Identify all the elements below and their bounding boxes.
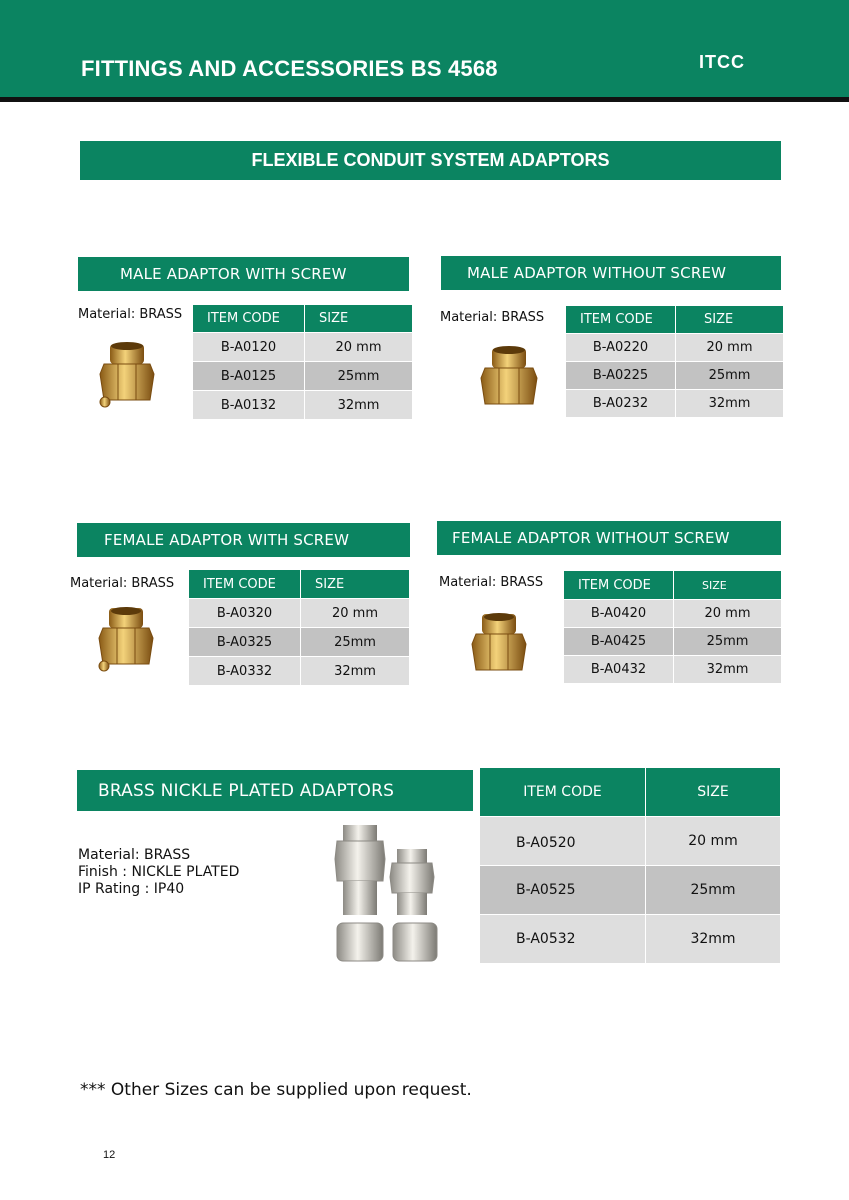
item-code: B-A0220 [566, 334, 676, 362]
section-title-nickel-plated: BRASS NICKLE PLATED ADAPTORS [77, 770, 473, 811]
item-code: B-A0425 [564, 628, 674, 656]
table-row [189, 628, 410, 657]
item-size: 25mm [674, 628, 782, 656]
page-number: 12 [103, 1149, 116, 1161]
female-adaptor-image [471, 612, 527, 678]
item-table-female-with-screw [188, 569, 410, 686]
table-row [193, 333, 413, 362]
item-code: B-A0225 [566, 362, 676, 390]
material-label: Material: BRASS [439, 575, 544, 590]
table-row [566, 362, 784, 390]
item-size: 25mm [676, 362, 784, 390]
table-row [193, 391, 413, 420]
item-code: B-A0420 [564, 600, 674, 628]
item-code: B-A0532 [480, 915, 646, 964]
item-size: 20 mm [676, 334, 784, 362]
table-row [566, 390, 784, 418]
page-title: FITTINGS AND ACCESSORIES BS 4568 [81, 56, 498, 81]
item-code: B-A0525 [480, 866, 646, 915]
column-header-size: SIZE [305, 305, 413, 333]
brand-logo: ITCC [699, 52, 745, 72]
item-size: 20 mm [646, 817, 781, 866]
item-code: B-A0120 [193, 333, 305, 362]
column-header-item-code: ITEM CODE [193, 305, 305, 333]
table-row [189, 657, 410, 686]
material-label: Material: BRASS [70, 576, 175, 591]
page-header [0, 0, 849, 97]
item-code: B-A0432 [564, 656, 674, 684]
section-title-female-with-screw: FEMALE ADAPTOR WITH SCREW [77, 523, 410, 557]
male-adaptor-screw-image [98, 340, 156, 410]
item-size: 25mm [305, 362, 413, 391]
section-banner: FLEXIBLE CONDUIT SYSTEM ADAPTORS [80, 141, 781, 180]
item-code: B-A0332 [189, 657, 301, 686]
item-size: 20 mm [305, 333, 413, 362]
item-size: 20 mm [301, 599, 410, 628]
item-size: 32mm [674, 656, 782, 684]
table-row [564, 600, 782, 628]
item-table-female-without-screw [563, 570, 782, 684]
section-title-male-without-screw: MALE ADAPTOR WITHOUT SCREW [441, 256, 781, 290]
item-table-male-with-screw [192, 304, 413, 420]
female-adaptor-screw-image [98, 606, 154, 674]
column-header-item-code: ITEM CODE [566, 306, 676, 334]
material-label: Material: BRASS [440, 310, 545, 325]
table-row [193, 362, 413, 391]
item-code: B-A0232 [566, 390, 676, 418]
item-size: 32mm [676, 390, 784, 418]
finish-line: Finish : NICKLE PLATED [78, 864, 240, 880]
column-header-item-code: ITEM CODE [189, 570, 301, 599]
column-header-item-code: ITEM CODE [480, 768, 646, 817]
table-row [566, 334, 784, 362]
item-size: 32mm [305, 391, 413, 420]
column-header-size: SIZE [301, 570, 410, 599]
section-title-female-without-screw: FEMALE ADAPTOR WITHOUT SCREW [437, 521, 781, 555]
item-code: B-A0320 [189, 599, 301, 628]
item-size: 25mm [646, 866, 781, 915]
column-header-item-code: ITEM CODE [564, 571, 674, 600]
header-divider [0, 97, 849, 102]
table-row [480, 866, 781, 915]
section-title-male-with-screw: MALE ADAPTOR WITH SCREW [78, 257, 409, 291]
column-header-size: SIZE [674, 571, 782, 600]
item-code: B-A0132 [193, 391, 305, 420]
male-adaptor-image [480, 346, 538, 412]
item-table-nickel-plated [479, 767, 781, 964]
item-code: B-A0125 [193, 362, 305, 391]
item-size: 25mm [301, 628, 410, 657]
item-table-male-without-screw [565, 305, 784, 418]
item-code: B-A0325 [189, 628, 301, 657]
column-header-size: SIZE [676, 306, 784, 334]
item-size: 20 mm [674, 600, 782, 628]
item-code: B-A0520 [480, 817, 646, 866]
item-size: 32mm [646, 915, 781, 964]
material-label: Material: BRASS [78, 307, 183, 322]
nickel-adaptors-image [333, 823, 449, 965]
table-row [480, 915, 781, 964]
table-row [564, 656, 782, 684]
table-spacer [480, 817, 781, 866]
ip-rating-line: IP Rating : IP40 [78, 881, 185, 897]
material-details [78, 847, 239, 898]
item-size: 32mm [301, 657, 410, 686]
footnote: *** Other Sizes can be supplied upon request. [80, 1080, 472, 1100]
table-row [564, 628, 782, 656]
material-line: Material: BRASS [78, 847, 191, 863]
column-header-size: SIZE [646, 768, 781, 817]
table-row [189, 599, 410, 628]
